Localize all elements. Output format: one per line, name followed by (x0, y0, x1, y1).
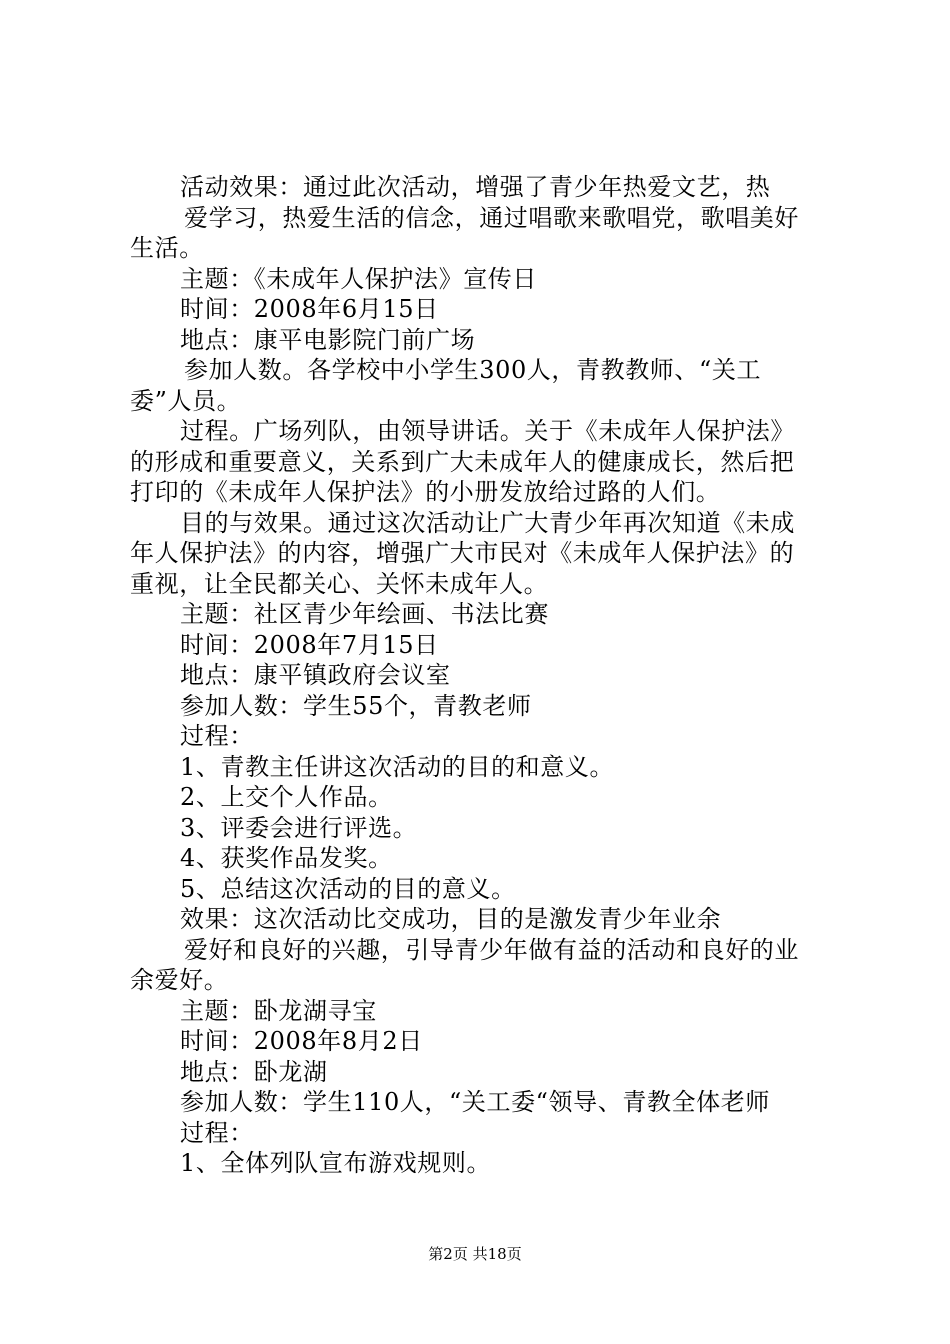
text-line: 生活。 (130, 234, 204, 262)
text-line: 爱学习，热爱生活的信念，通过唱歌来歌唱党，歌唱美好 (184, 203, 799, 232)
document-body (130, 172, 830, 1179)
text-line: 地点：卧龙湖 (180, 1057, 328, 1086)
text-line: 主题：卧龙湖寻宝 (180, 996, 377, 1025)
text-line: 时间：2008年7月15日 (180, 630, 439, 659)
text-line: 打印的《未成年人保护法》的小册发放给过路的人们。 (130, 478, 721, 506)
text-line: 年人保护法》的内容，增强广大市民对《未成年人保护法》的 (130, 539, 795, 567)
page-footer: 第2页 共18页 (428, 1245, 522, 1263)
text-line: 委”人员。 (130, 386, 242, 415)
text-line: 过程。广场列队，由领导讲话。关于《未成年人保护法》 (180, 417, 795, 445)
text-line: 过程： (180, 722, 254, 750)
text-line: 4、获奖作品发奖。 (180, 844, 393, 872)
text-line: 参加人数：学生110人，“关工委“领导、青教全体老师 (180, 1088, 770, 1116)
text-line: 爱好和良好的兴趣，引导青少年做有益的活动和良好的业 (184, 935, 799, 964)
text-line: 主题：《未成年人保护法》宣传日 (180, 264, 537, 293)
text-line: 地点：康平电影院门前广场 (180, 325, 476, 354)
text-line: 的形成和重要意义，关系到广大未成年人的健康成长，然后把 (130, 447, 795, 476)
text-line: 主题：社区青少年绘画、书法比赛 (180, 600, 549, 628)
text-line: 重视，让全民都关心、关怀未成年人。 (130, 569, 549, 598)
text-line: 3、评委会进行评选。 (180, 813, 418, 842)
text-line: 余爱好。 (130, 966, 229, 994)
text-line: 过程： (180, 1118, 254, 1147)
text-line: 地点：康平镇政府会议室 (180, 661, 451, 689)
text-line: 目的与效果。通过这次活动让广大青少年再次知道《未成 (180, 508, 795, 537)
text-line: 活动效果：通过此次活动，增强了青少年热爱文艺，热 (180, 173, 771, 201)
text-line: 参加人数。各学校中小学生300人，青教教师、“关工 (184, 356, 762, 384)
text-line: 时间：2008年6月15日 (180, 295, 439, 323)
text-line: 1、全体列队宣布游戏规则。 (180, 1149, 492, 1177)
text-line: 5、总结这次活动的目的意义。 (180, 874, 516, 903)
text-line: 2、上交个人作品。 (180, 783, 393, 811)
text-line: 效果：这次活动比交成功，目的是激发青少年业余 (180, 905, 722, 933)
text-line: 时间：2008年8月2日 (180, 1027, 423, 1055)
text-line: 参加人数：学生55个，青教老师 (180, 691, 532, 720)
text-line: 1、青教主任讲这次活动的目的和意义。 (180, 752, 615, 781)
